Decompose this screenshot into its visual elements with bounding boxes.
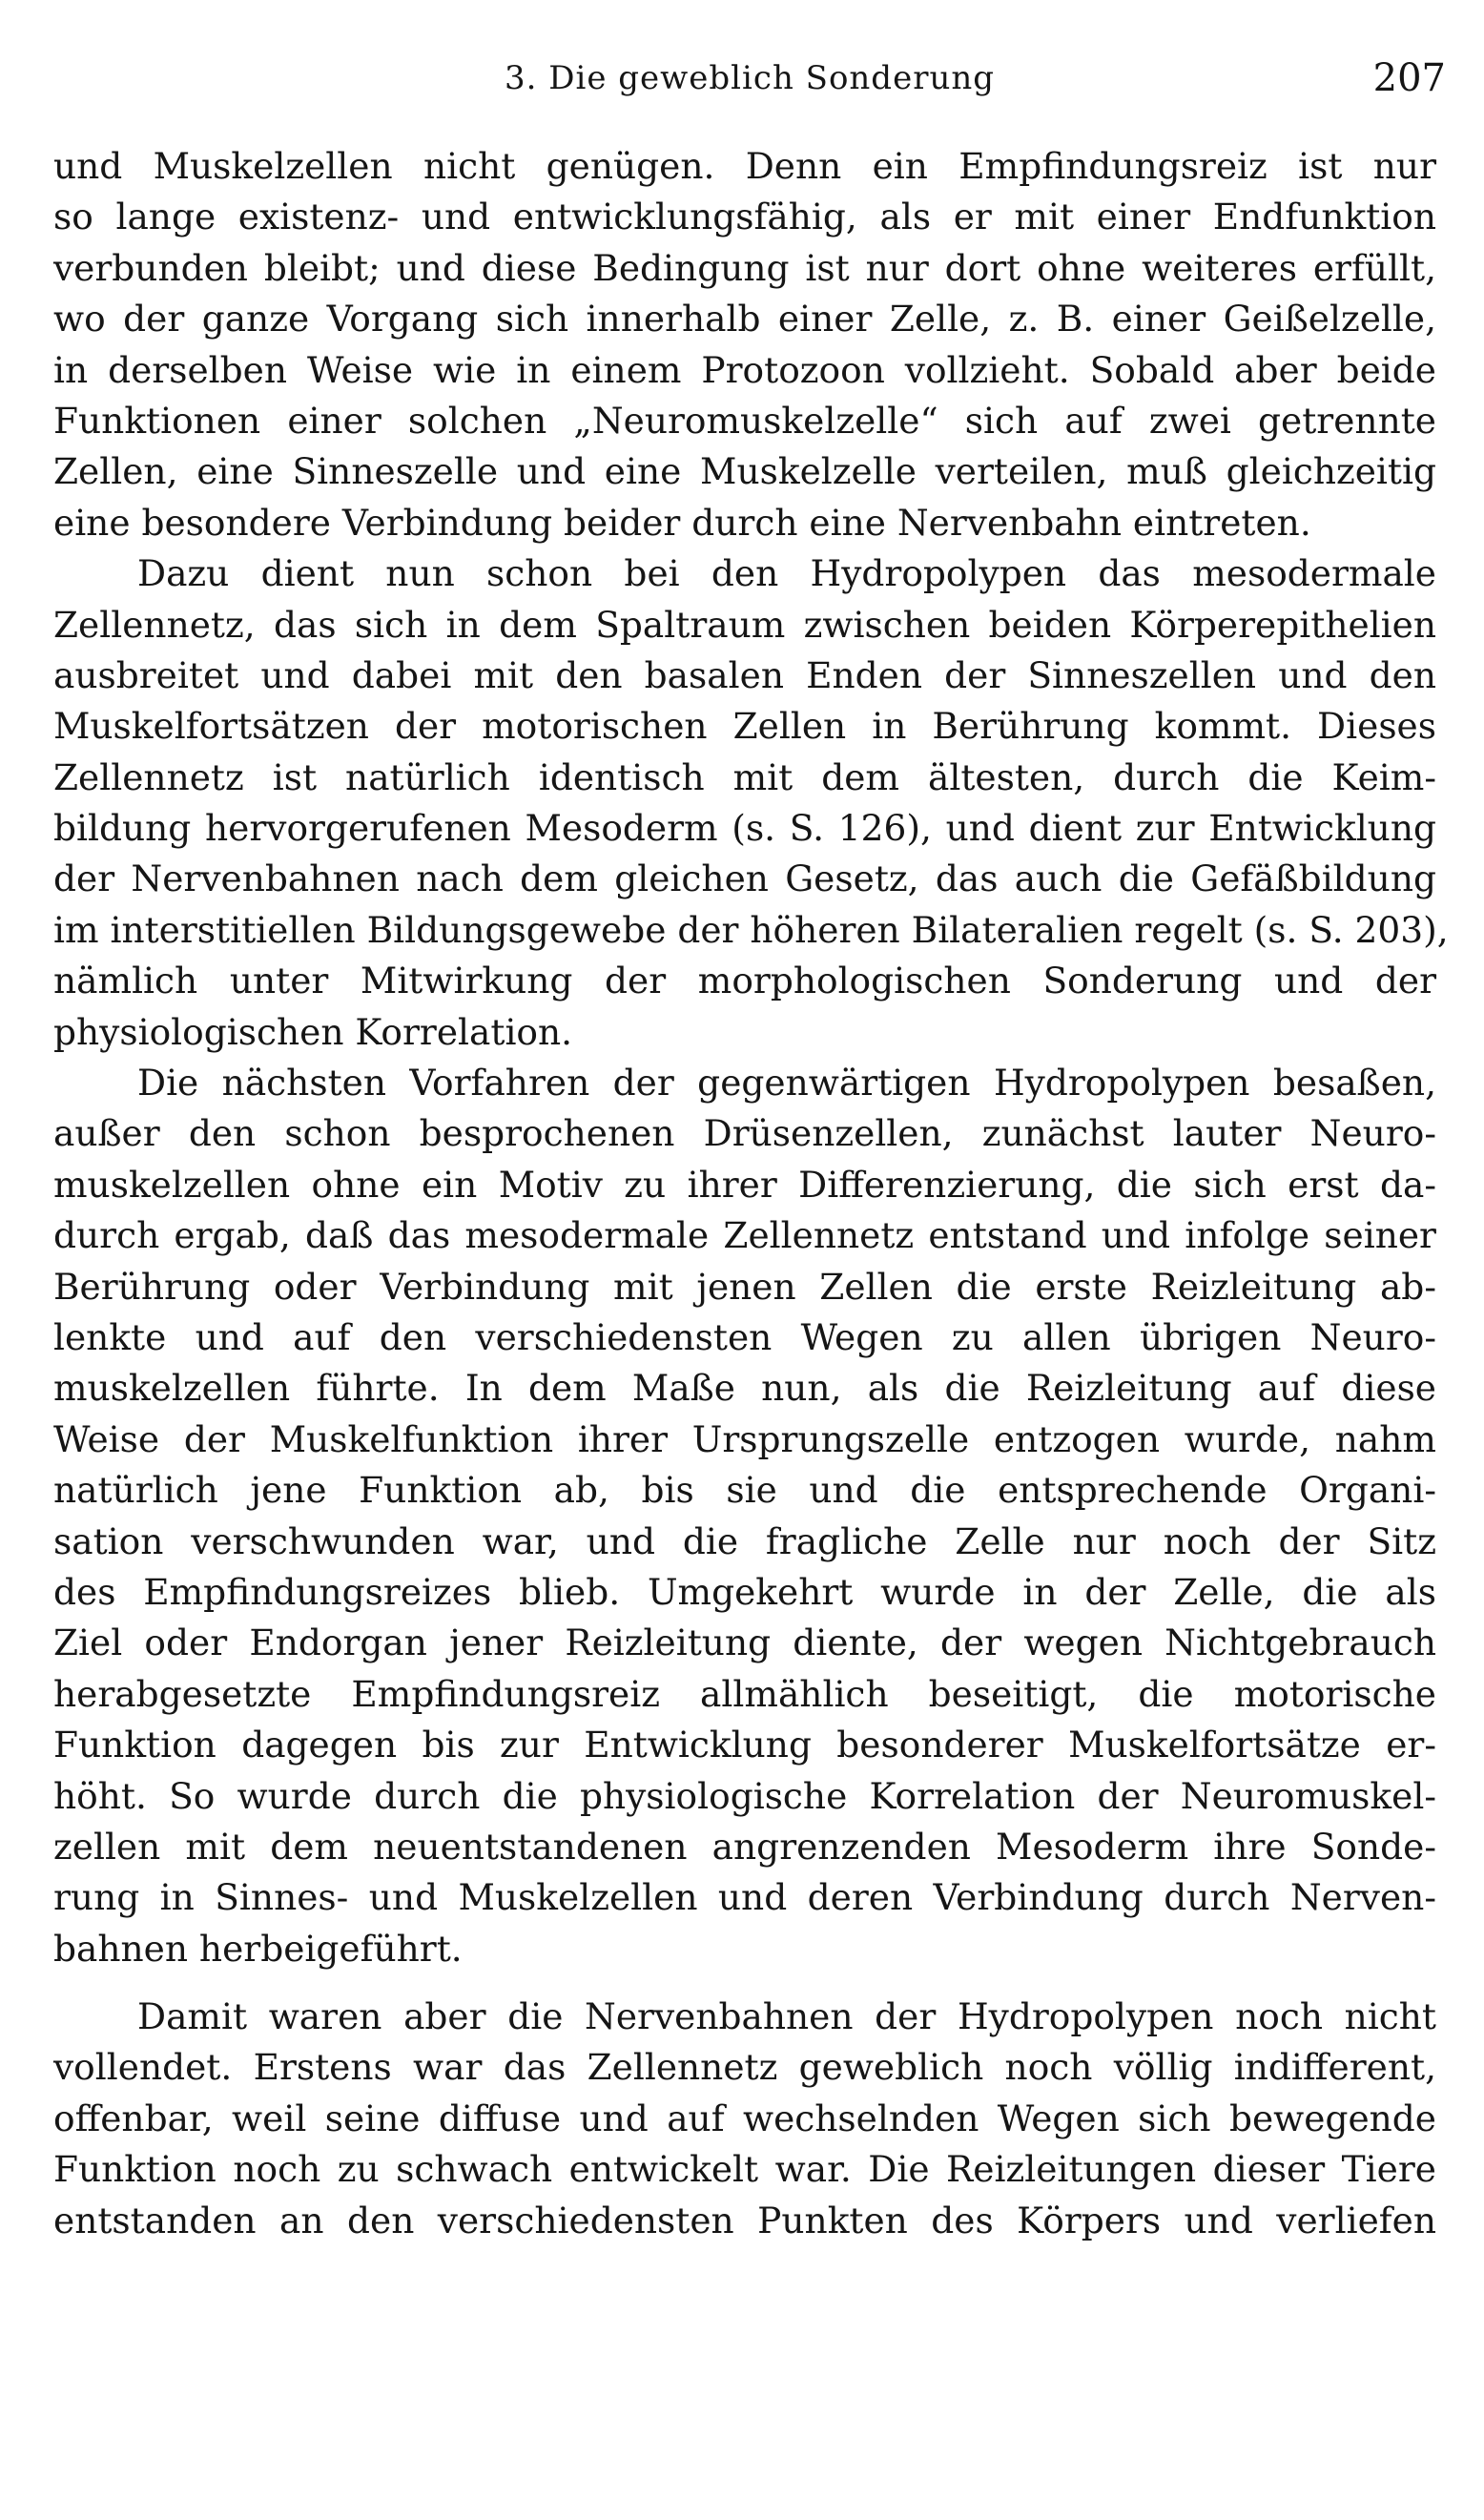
- text-line: Funktion noch zu schwach entwickelt war. Die Reizleitungen dieser Tiere: [53, 2148, 1436, 2191]
- text-line: durch ergab, daß das mesodermale Zellennetz entstand und infolge seiner: [53, 1214, 1436, 1257]
- text-line: Muskelfortsätzen der motorischen Zellen in Berührung kommt. Dieses: [53, 705, 1436, 748]
- text-line: bildung hervorgerufenen Mesoderm (s. S. 126), und dient zur Entwicklung: [53, 807, 1436, 850]
- text-line: so lange existenz- und entwicklungsfähig, als er mit einer Endfunktion: [53, 196, 1436, 238]
- paragraph: [53, 1058, 1436, 1974]
- text-line: ausbreitet und dabei mit den basalen Enden der Sinneszellen und den: [53, 653, 1436, 696]
- text-line: außer den schon besprochenen Drüsenzellen, zunächst lauter Neuro-: [53, 1112, 1436, 1155]
- text-line: nämlich unter Mitwirkung der morphologischen Sonderung und der: [53, 960, 1436, 1002]
- text-line: Berührung oder Verbindung mit jenen Zellen die erste Reizleitung ab-: [53, 1265, 1436, 1308]
- text-line: der Nervenbahnen nach dem gleichen Gesetz, das auch die Gefäßbildung: [53, 857, 1436, 900]
- paragraph-gap: [53, 1974, 1436, 1992]
- text-line: Funktionen einer solchen „Neuromuskelzelle“ sich auf zwei getrennte: [53, 399, 1436, 442]
- paragraph: [53, 141, 1436, 548]
- text-line: und Muskelzellen nicht genügen. Denn ein Empfindungsreiz ist nur: [53, 145, 1436, 187]
- text-line: rung in Sinnes- und Muskelzellen und deren Verbindung durch Nerven-: [53, 1876, 1436, 1919]
- paragraph: [53, 1992, 1436, 2246]
- text-line: Zellen, eine Sinneszelle und eine Muskelzelle verteilen, muß gleichzeitig: [53, 450, 1436, 493]
- text-line: des Empfindungsreizes blieb. Umgekehrt wurde in der Zelle, die als: [53, 1570, 1436, 1613]
- text-line: Damit waren aber die Nervenbahnen der Hydropolypen noch nicht: [137, 1995, 1436, 2038]
- text-line: höht. So wurde durch die physiologische Korrelation der Neuromuskel-: [53, 1774, 1436, 1817]
- text-line: verbunden bleibt; und diese Bedingung ist nur dort ohne weiteres erfüllt,: [53, 246, 1436, 289]
- text-line: Die nächsten Vorfahren der gegenwärtigen Hydropolypen besaßen,: [137, 1062, 1436, 1105]
- text-line: in derselben Weise wie in einem Protozoon vollzieht. Sobald aber beide: [53, 348, 1436, 391]
- text-line: Zellennetz ist natürlich identisch mit dem ältesten, durch die Keim-: [53, 755, 1436, 798]
- text-line: muskelzellen führte. In dem Maße nun, als die Reizleitung auf diese: [53, 1367, 1436, 1410]
- text-line: vollendet. Erstens war das Zellennetz geweblich noch völlig indifferent,: [53, 2046, 1436, 2089]
- text-line: muskelzellen ohne ein Motiv zu ihrer Differenzierung, die sich erst da-: [53, 1163, 1436, 1206]
- text-line: zellen mit dem neuentstandenen angrenzenden Mesoderm ihre Sonde-: [53, 1825, 1436, 1868]
- paragraph: [53, 548, 1449, 1058]
- text-line: eine besondere Verbindung beider durch eine Nervenbahn eintreten.: [53, 501, 1311, 544]
- text-line: Funktion dagegen bis zur Entwicklung besonderer Muskelfortsätze er-: [53, 1724, 1436, 1766]
- text-line: im interstitiellen Bildungsgewebe der höheren Bilateralien regelt (s. S. 203),: [53, 908, 1449, 951]
- running-title: 3. Die geweblich Sonderung: [504, 59, 996, 97]
- body-text: [53, 141, 1449, 2246]
- text-line: natürlich jene Funktion ab, bis sie und die entsprechende Organi-: [53, 1469, 1436, 1512]
- text-line: wo der ganze Vorgang sich innerhalb einer Zelle, z. B. einer Geißelzelle,: [53, 298, 1436, 341]
- text-line: herabgesetzte Empfindungsreiz allmählich beseitigt, die motorische: [53, 1672, 1436, 1715]
- text-line: Dazu dient nun schon bei den Hydropolypen das mesodermale: [137, 552, 1436, 595]
- text-line: Weise der Muskelfunktion ihrer Ursprungszelle entzogen wurde, nahm: [53, 1417, 1436, 1460]
- text-line: lenkte und auf den verschiedensten Wegen zu allen übrigen Neuro-: [53, 1315, 1436, 1358]
- text-line: entstanden an den verschiedensten Punkten des Körpers und verliefen: [53, 2199, 1436, 2241]
- text-line: Zellennetz, das sich in dem Spaltraum zwischen beiden Körperepithelien: [53, 603, 1436, 646]
- text-line: bahnen herbeigeführt.: [53, 1927, 463, 1970]
- text-line: sation verschwunden war, und die fragliche Zelle nur noch der Sitz: [53, 1519, 1436, 1562]
- text-line: offenbar, weil seine diffuse und auf wechselnden Wegen sich bewegende: [53, 2097, 1436, 2139]
- page-number: 207: [1372, 56, 1446, 100]
- text-line: physiologischen Korrelation.: [53, 1010, 573, 1053]
- text-line: Ziel oder Endorgan jener Reizleitung diente, der wegen Nichtgebrauch: [53, 1621, 1436, 1664]
- running-head: [53, 50, 1446, 107]
